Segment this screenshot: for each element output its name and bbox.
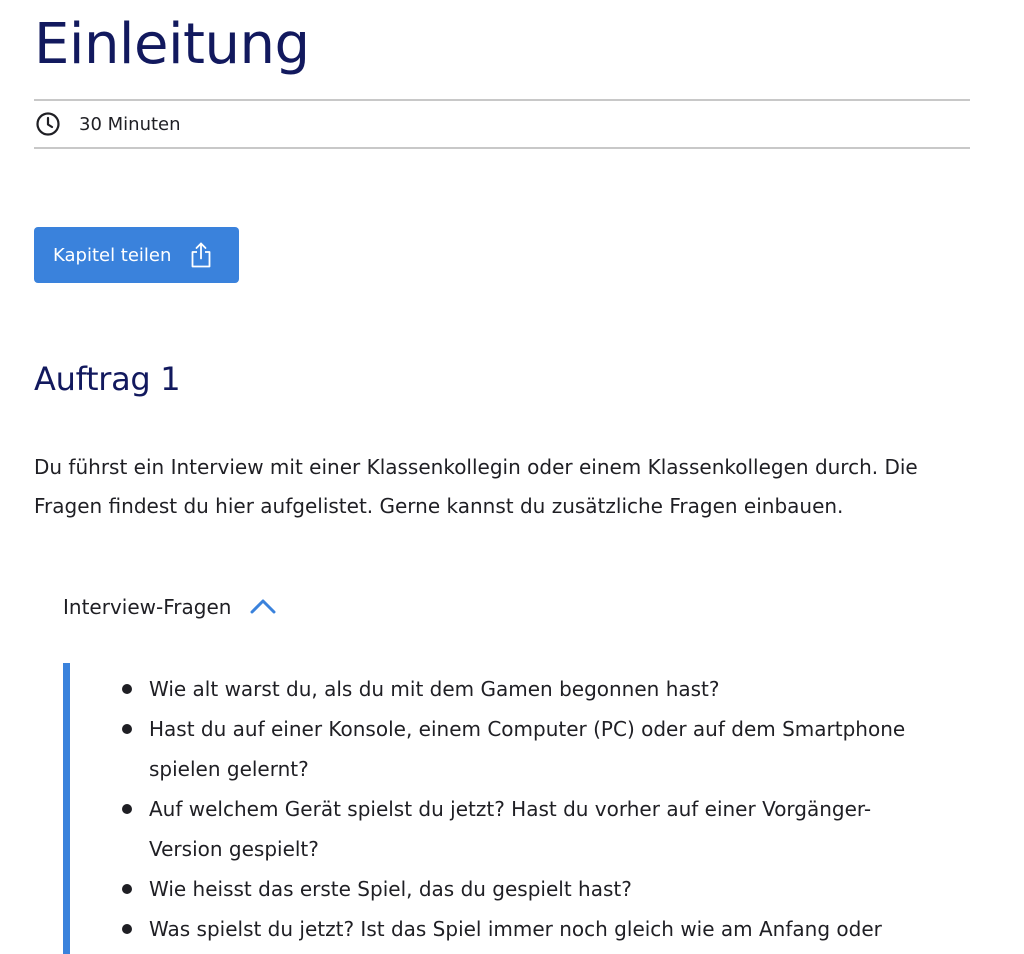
question-text: Hast du auf einer Konsole, einem Computer (PC) oder auf dem Smartphone spielen gelernt? [149, 717, 906, 781]
clock-icon [35, 111, 61, 137]
bullet-icon [122, 804, 132, 814]
duration-text: 30 Minuten [79, 113, 181, 135]
list-item [121, 909, 921, 949]
duration-bar [34, 99, 970, 149]
question-text: Wie heisst das erste Spiel, das du gespielt hast? [149, 877, 632, 901]
intro-paragraph: Du führst ein Interview mit einer Klassenkollegin oder einem Klassenkollegen durch. Die Fragen findest du hier aufgelistet. Gerne kannst du zusätzliche Fragen einbauen. [34, 455, 918, 518]
question-list [121, 669, 921, 949]
question-text: Was spielst du jetzt? Ist das Spiel immer noch gleich wie am Anfang oder [149, 917, 882, 941]
bullet-icon [122, 884, 132, 894]
accordion-label: Interview-Fragen [63, 595, 232, 619]
share-icon [189, 241, 213, 269]
list-item [121, 869, 921, 909]
list-item [121, 789, 921, 869]
bullet-icon [122, 684, 132, 694]
interview-questions-toggle[interactable] [63, 595, 277, 619]
interview-questions-panel [63, 663, 963, 954]
bullet-icon [122, 724, 132, 734]
section-title: Auftrag 1 [34, 360, 181, 398]
bullet-icon [122, 924, 132, 934]
list-item [121, 669, 921, 709]
share-button-label: Kapitel teilen [53, 244, 172, 266]
question-text: Auf welchem Gerät spielst du jetzt? Hast du vorher auf einer Vorgänger-Version gespielt? [149, 797, 872, 861]
chevron-up-icon[interactable] [249, 597, 277, 617]
page-title: Einleitung [34, 12, 310, 77]
share-chapter-button[interactable] [34, 227, 239, 283]
question-text: Wie alt warst du, als du mit dem Gamen begonnen hast? [149, 677, 720, 701]
list-item [121, 709, 921, 789]
